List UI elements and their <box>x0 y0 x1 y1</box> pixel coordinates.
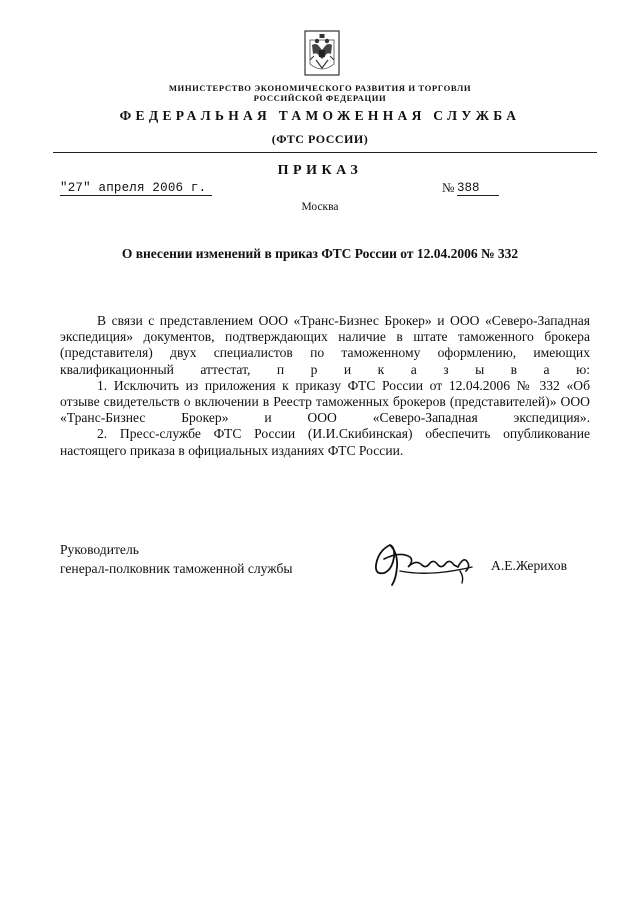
ministry-line-2: РОССИЙСКОЙ ФЕДЕРАЦИИ <box>253 93 387 103</box>
service-short-name: (ФТС РОССИИ) <box>271 132 369 146</box>
header-divider <box>53 152 597 153</box>
order-date: "27" апреля 2006 г. <box>60 181 212 196</box>
order-body <box>60 313 590 459</box>
body-paragraph-preamble: В связи с представлением ООО «Транс-Бизнес Брокер» и ООО «Северо-Западная экспедиция» документов, подтверждающих наличие в штате таможенного брокера (представителя) двух специалистов по таможенному оформлению, имеющих квалификационный аттестат, п р и к а з ы в а ю: <box>60 313 590 377</box>
service-name: ФЕДЕРАЛЬНАЯ ТАМОЖЕННАЯ СЛУЖБА <box>119 108 521 123</box>
ministry-line-1: МИНИСТЕРСТВО ЭКОНОМИЧЕСКОГО РАЗВИТИЯ И ТОРГОВЛИ <box>168 83 472 93</box>
body-paragraph-item-2: 2. Пресс-службе ФТС России (И.И.Скибинская) обеспечить опубликование настоящего приказа в официальных изданиях ФТС России. <box>60 426 590 458</box>
order-city: Москва <box>301 201 339 213</box>
body-paragraph-item-1: 1. Исключить из приложения к приказу ФТС России от 12.04.2006 № 332 «Об отзыве свидетельств о включении в Реестр таможенных брокеров (представителей)» ООО «Транс-Бизнес Брокер» и ООО «Северо-Западная экспедиция». <box>60 377 590 426</box>
signatory-title-line-2: генерал-полковник таможенной службы <box>60 561 293 576</box>
signatory-title <box>60 540 293 578</box>
double-headed-eagle-emblem-icon <box>304 30 340 76</box>
ministry-name <box>140 83 500 103</box>
order-number: 388 <box>457 181 499 196</box>
document-type: ПРИКАЗ <box>277 163 363 178</box>
order-subject: О внесении изменений в приказ ФТС России от 12.04.2006 № 332 <box>121 246 519 261</box>
signatory-title-line-1: Руководитель <box>60 542 139 557</box>
order-number-sign: № <box>442 180 455 195</box>
handwritten-signature-icon <box>370 537 478 589</box>
signatory-name: А.Е.Жерихов <box>491 558 568 573</box>
